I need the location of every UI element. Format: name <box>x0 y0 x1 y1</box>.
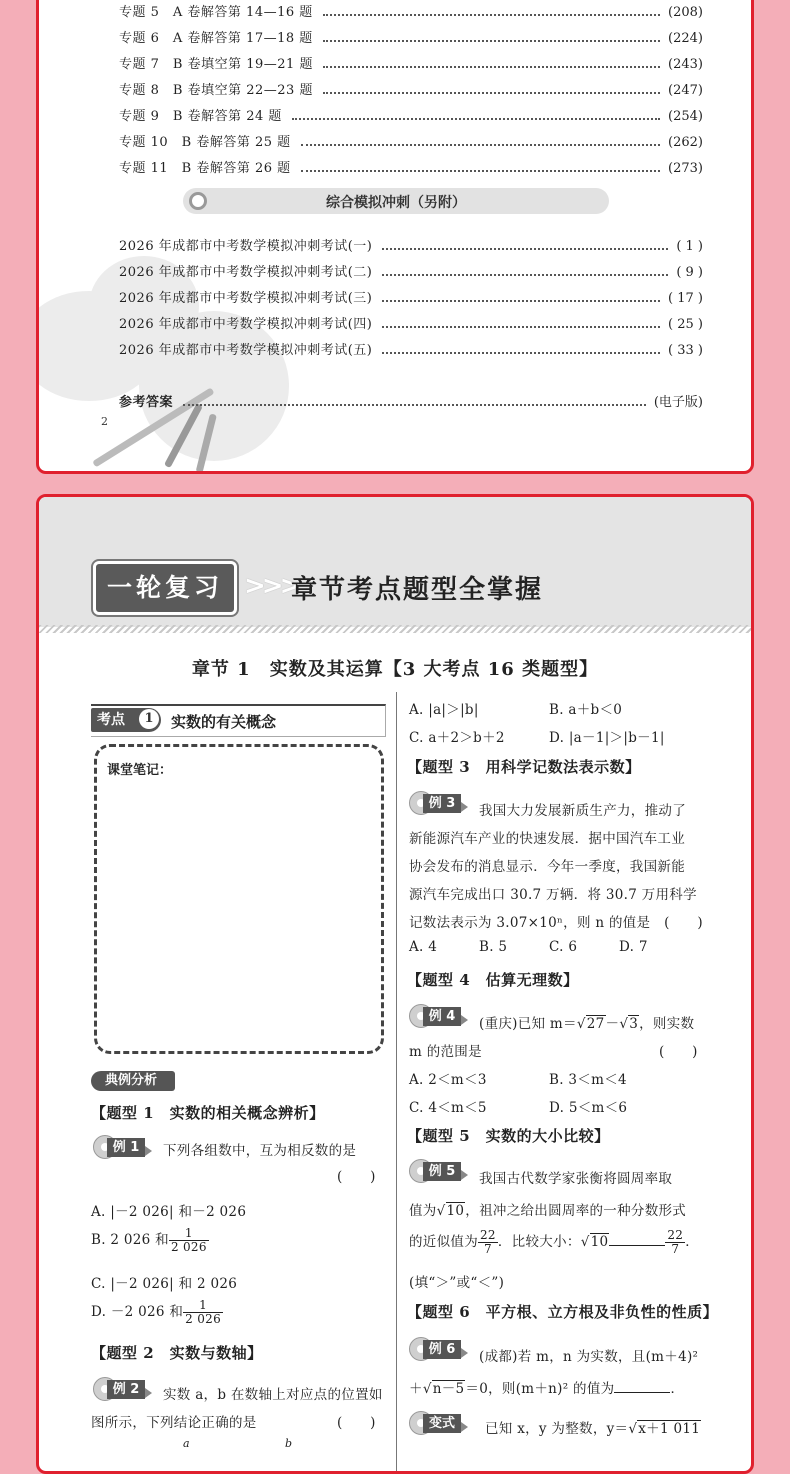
option-c: C. 4＜m＜5 <box>409 1100 487 1116</box>
example-text: 图所示，下列结论正确的是 <box>91 1415 257 1431</box>
option-b: B. a＋b＜0 <box>549 702 623 718</box>
example-text: (填“＞”或“＜”) <box>409 1275 505 1291</box>
answer-paren: ( ) <box>337 1415 376 1431</box>
example-tag: 例 5 <box>409 1159 467 1183</box>
option-d: D. －2 026 和 $\frac{1}{2 026}$ <box>91 1298 222 1326</box>
option-c: C. |－2 026| 和 2 026 <box>91 1276 238 1292</box>
kaodian-title: 实数的有关概念 <box>171 713 277 731</box>
example-text: 我国古代数学家张衡将圆周率取 <box>479 1171 673 1187</box>
example-text: 新能源汽车产业的快速发展．据中国汽车工业 <box>409 831 685 847</box>
mock-section-header <box>183 188 609 214</box>
toc-row-answers[interactable]: 参考答案 (电子版) <box>119 395 703 410</box>
toc-row[interactable]: 专题 7 B 卷填空第 19—21 题 (243) <box>119 57 703 72</box>
toc-row[interactable]: 2026 年成都市中考数学模拟冲刺考试(一) ( 1 ) <box>119 239 703 254</box>
option-d: D. 5＜m＜6 <box>549 1100 628 1116</box>
toc-row[interactable]: 2026 年成都市中考数学模拟冲刺考试(五) ( 33 ) <box>119 343 703 358</box>
option-b: B. 2 026 和 $\frac{1}{2 026}$ <box>91 1226 207 1254</box>
option-d: D. 7 <box>619 939 648 955</box>
banner-title: 章节考点题型全掌握 <box>291 575 544 605</box>
answer-blank[interactable] <box>614 1392 670 1393</box>
option-a: A. |－2 026| 和－2 026 <box>91 1204 247 1220</box>
mock-section-title: 综合模拟冲刺（另附） <box>326 195 466 211</box>
example-text: 实数 a，b 在数轴上对应点的位置如 <box>163 1387 383 1403</box>
banner-arrows-icon: >>> <box>244 571 298 601</box>
toc-row[interactable]: 2026 年成都市中考数学模拟冲刺考试(二) ( 9 ) <box>119 265 703 280</box>
option-a: A. 2＜m＜3 <box>409 1072 487 1088</box>
example-tag: 例 1 <box>93 1135 151 1159</box>
example-text: ＋√n－5＝0，则(m＋n)² 的值为 ． <box>409 1381 685 1397</box>
example-tag: 例 2 <box>93 1377 151 1401</box>
toc-row[interactable]: 2026 年成都市中考数学模拟冲刺考试(三) ( 17 ) <box>119 291 703 306</box>
example-text: 记数法表示为 3.07×10ⁿ，则 n 的值是 ( ) <box>409 915 703 931</box>
example-text: 下列各组数中，互为相反数的是 <box>163 1143 357 1159</box>
example-tag: 例 4 <box>409 1004 467 1028</box>
type-heading: 【题型 6 平方根、立方根及非负性的性质】 <box>407 1303 719 1321</box>
banner-stripes <box>39 625 751 633</box>
toc-row[interactable]: 专题 8 B 卷填空第 22—23 题 (247) <box>119 83 703 98</box>
type-heading: 【题型 3 用科学记数法表示数】 <box>407 758 641 776</box>
example-text: 我国大力发展新质生产力，推动了 <box>479 803 686 819</box>
kaodian-tag: 考点 <box>91 708 161 732</box>
example-text: 值为√10，祖冲之给出圆周率的一种分数形式 <box>409 1203 687 1219</box>
numline-label-b: b <box>285 1437 293 1450</box>
answer-blank[interactable] <box>609 1245 665 1246</box>
toc-row[interactable]: 专题 10 B 卷解答第 25 题 (262) <box>119 135 703 150</box>
bianshi-tag: 变式 <box>409 1411 467 1435</box>
notes-box[interactable] <box>94 744 384 1054</box>
option-a: A. |a|＞|b| <box>409 702 479 718</box>
type-heading: 【题型 4 估算无理数】 <box>407 971 579 989</box>
option-a: A. 4 <box>409 939 438 955</box>
option-c: C. a＋2＞b＋2 <box>409 730 505 746</box>
toc-row[interactable]: 专题 6 A 卷解答第 17—18 题 (224) <box>119 31 703 46</box>
example-tag: 例 6 <box>409 1337 467 1361</box>
answer-paren: ( ) <box>337 1169 376 1185</box>
example-text: 源汽车完成出口 30.7 万辆．将 30.7 万用科学 <box>409 887 697 903</box>
numline-label-a: a <box>183 1437 190 1450</box>
chapter-page <box>36 494 754 1474</box>
example-text: (成都)若 m，n 为实数，且(m＋4)² <box>479 1349 699 1365</box>
toc-row[interactable]: 专题 11 B 卷解答第 26 题 (273) <box>119 161 703 176</box>
column-divider <box>396 692 397 1472</box>
option-b: B. 3＜m＜4 <box>549 1072 627 1088</box>
example-tag: 例 3 <box>409 791 467 815</box>
notes-label: 课堂笔记： <box>107 763 173 778</box>
type-heading: 【题型 1 实数的相关概念辨析】 <box>91 1104 325 1122</box>
example-text: 已知 x，y 为整数，y＝√x＋1 011 <box>485 1421 701 1437</box>
dianli-tag: 典例分析 <box>91 1071 175 1091</box>
toc-row[interactable]: 专题 9 B 卷解答第 24 题 (254) <box>119 109 703 124</box>
answer-paren: ( ) <box>659 1044 698 1060</box>
option-c: C. 6 <box>549 939 578 955</box>
example-text: m 的范围是 <box>409 1044 482 1060</box>
option-b: B. 5 <box>479 939 508 955</box>
chapter-title: 章节 1 实数及其运算【3 大考点 16 类题型】 <box>191 659 599 680</box>
kaodian-header <box>91 704 386 737</box>
decor-blob <box>139 311 289 461</box>
banner-badge: 一轮复习 <box>93 561 237 615</box>
toc-row[interactable]: 2026 年成都市中考数学模拟冲刺考试(四) ( 25 ) <box>119 317 703 332</box>
option-d: D. |a－1|＞|b－1| <box>549 730 665 746</box>
type-heading: 【题型 5 实数的大小比较】 <box>407 1127 610 1145</box>
type-heading: 【题型 2 实数与数轴】 <box>91 1344 263 1362</box>
example-text: 协会发布的消息显示．今年一季度，我国新能 <box>409 859 685 875</box>
toc-page <box>36 0 754 474</box>
kaodian-number: 1 <box>139 709 159 729</box>
page-number: 2 <box>101 415 108 428</box>
example-text: (重庆)已知 m＝√27－√3，则实数 <box>479 1016 695 1032</box>
example-text: 的近似值为 $\frac{22}{7}$ ．比较大小：√10 $\frac{22}{7}$ ． <box>409 1228 700 1256</box>
toc-row[interactable]: 专题 5 A 卷解答第 14—16 题 (208) <box>119 5 703 20</box>
